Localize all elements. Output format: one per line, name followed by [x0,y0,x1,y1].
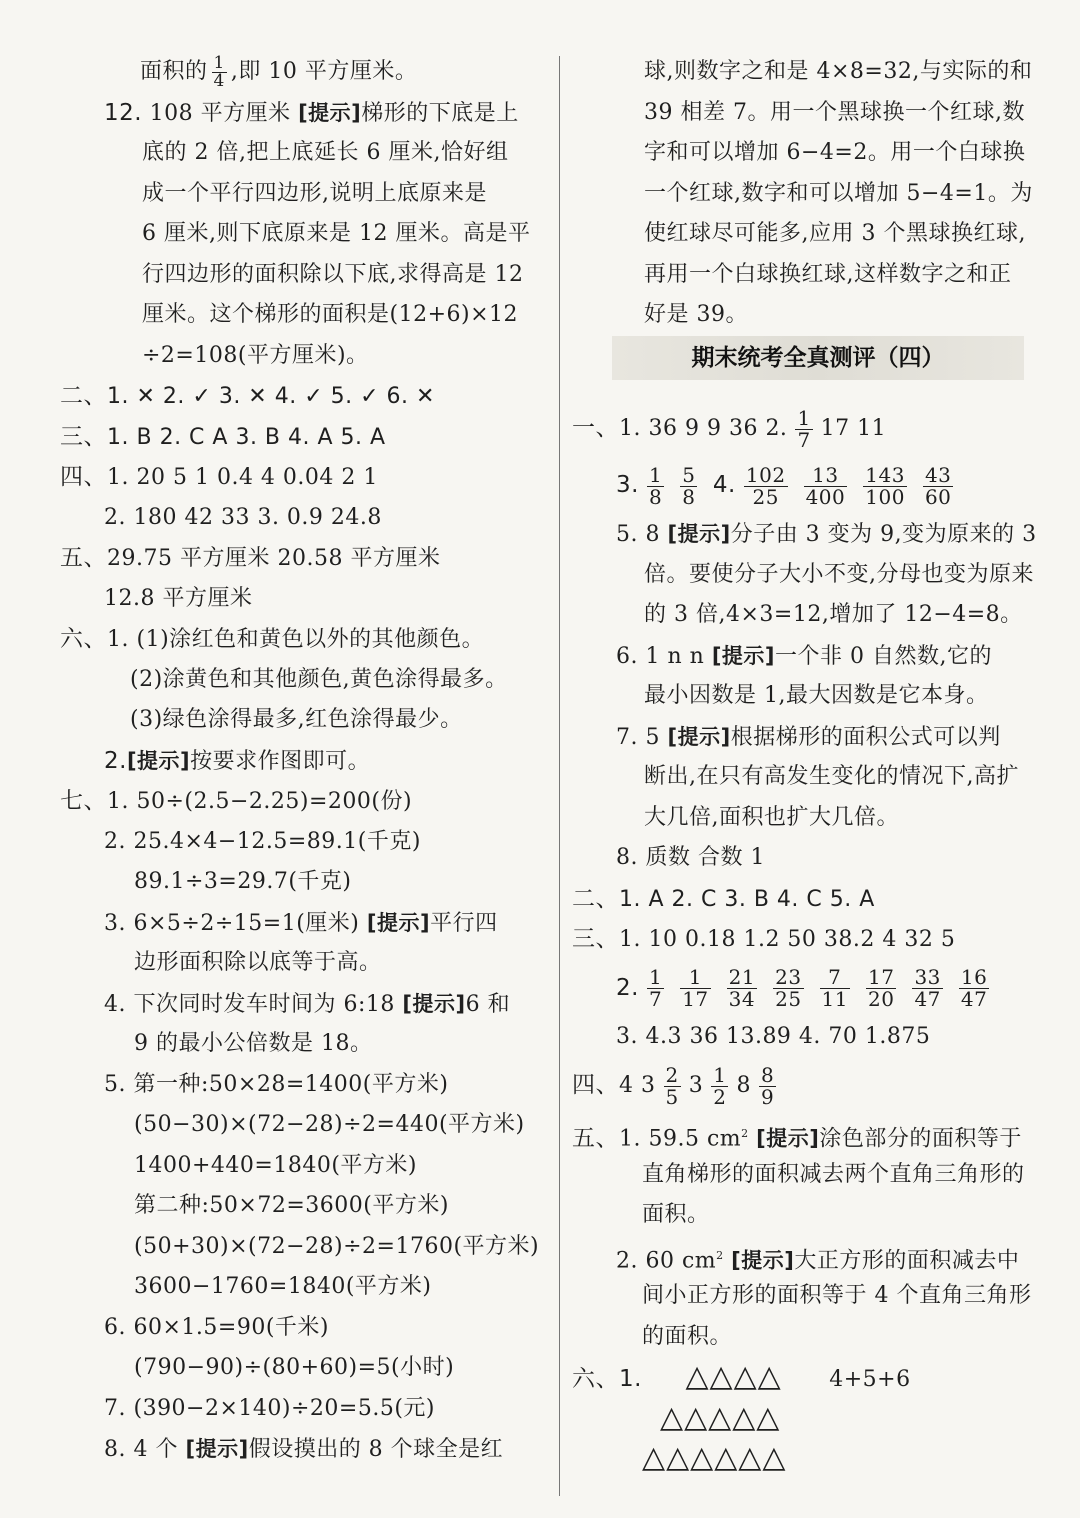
answers: 29.75 平方厘米 20.58 平方厘米 [107,546,441,571]
q12-line: 行四边形的面积除以下底,求得高是 12 [142,261,524,287]
triangle-row-wrap [572,1438,1062,1479]
answers [60,903,552,944]
hint-text: 的面积。 [642,1323,733,1349]
answers: 3600−1760=1840(平方米) [134,1274,432,1299]
continuation-line [60,52,552,93]
continuation-line: 好是 39。 [644,302,748,327]
fraction [664,1062,681,1109]
answers: 6. 60×1.5=90(千米) [104,1314,329,1340]
denominator: 8 [648,484,663,509]
numerator: 1 [797,405,811,430]
r-s3-q2-fractions [572,960,1062,1017]
denominator: 34 [728,987,756,1011]
section-6-answers [60,619,552,660]
section-2-answers [60,376,552,417]
fraction [804,462,848,509]
superscript: 2 [741,1127,749,1140]
section-label: 二、 [572,885,619,912]
answers: 3. 4.3 36 13.89 4. 70 1.875 [616,1023,931,1049]
hint-tag: [提示] [756,1126,820,1151]
section-4-answers [60,457,552,498]
answers: (790−90)÷(80+60)=5(小时) [134,1355,455,1380]
fraction [711,1062,728,1109]
q12-line: 底的 2 倍,把上底延长 6 厘米,恰好组 [142,140,509,165]
numerator: 43 [924,462,952,487]
fraction [759,1062,776,1109]
answer-text: 3. 6×5÷2÷15=1(厘米) [104,910,360,936]
fraction [727,967,757,1010]
numerator: 21 [728,965,756,989]
continuation-line: 字和可以增加 6−4=2。用一个白球换 [644,140,1026,165]
denominator: 17 [682,987,709,1011]
hint-text: 大正方形的面积减去中 [794,1247,1020,1273]
answers [572,514,1062,555]
hint-text: 分子由 3 变为 9,变为原来的 3 [730,522,1037,547]
fraction [959,967,989,1010]
numerator: 1 [713,1062,727,1087]
answers: 1. A 2. C 3. B 4. C 5. A [619,886,875,912]
answers: 1. ✕ 2. ✓ 3. ✕ 4. ✓ 5. ✓ 6. ✕ [107,384,435,409]
continuation-line: 使红球尽可能多,应用 3 个黑球换红球, [644,221,1026,246]
section-label: 二、 [60,383,107,409]
continuation-line: 再用一个白球换红球,这样数字之和正 [644,261,1012,287]
fraction [923,462,953,509]
answers: 4 3 [619,1073,656,1098]
section-label: 一、 [572,415,619,441]
hint-text: 6 和 [465,991,511,1017]
numerator: 102 [745,462,786,487]
answers: 1. 20 5 1 0.4 4 0.04 2 1 [107,465,378,490]
answers: 3 [688,1073,704,1098]
numerator: 33 [914,965,941,989]
hint-text: 边形面积除以底等于高。 [134,950,382,975]
answers: 12.8 平方厘米 [104,585,253,611]
section-banner-title: 期末统考全真测评（四） [612,336,1024,380]
numerator: 1 [213,52,225,73]
column-divider [559,56,560,1496]
hint-text: 根据梯形的面积公式可以判 [730,724,1001,750]
hint-text: 大几倍,面积也扩大几倍。 [644,804,899,830]
triangle-row: △△△△△△ [642,1440,787,1475]
section-label: 五、 [60,545,107,571]
section-5-answers [60,538,552,579]
fraction [744,462,788,509]
section-label: 五、 [572,1125,619,1152]
hint-tag: [提示] [711,643,776,668]
section-label: 三、 [572,926,619,952]
hint-text: 的 3 倍,4×3=12,增加了 12−4=8。 [644,602,1023,627]
answers: 2. 180 42 33 3. 0.9 24.8 [104,504,382,530]
q12-line: 厘米。这个梯形的面积是(12+6)×12 [142,302,519,327]
hint-tag: [提示] [298,100,362,125]
answers [60,741,552,782]
answers: 2. 25.4×4−12.5=89.1(千克) [104,828,421,854]
section-label: 三、 [60,423,107,450]
numerator: 17 [868,965,895,989]
hint-text: 假设摸出的 8 个球全是红 [248,1437,504,1462]
section-label: 六、1. [572,1366,642,1392]
answers [60,984,552,1025]
r-section-6-answers [572,1357,1062,1398]
r-q3-q4-answers [572,457,1062,514]
hint-text: 间小正方形的面积等于 4 个直角三角形 [642,1283,1032,1308]
fraction [212,52,227,91]
r-section-4-answers [572,1057,1062,1114]
hint-text: 按要求作图即可。 [190,748,371,774]
answer-text: 1. 59.5 cm [619,1126,742,1152]
triangle-row: △△△△ [685,1359,782,1394]
numerator: 13 [804,465,848,487]
q12-line [60,93,552,134]
text: 面积的 [140,59,208,84]
fraction [820,967,850,1010]
denominator: 2 [713,1084,727,1109]
hint-text: 倍。要使分子大小不变,分母也变为原来 [644,561,1034,587]
denominator: 25 [752,484,779,509]
hint-text: 9 的最小公倍数是 18。 [134,1031,373,1056]
answers: (50+30)×(72−28)÷2=1760(平方米) [134,1233,540,1259]
denominator: 400 [805,484,846,509]
answers: 5. 第一种:50×28=1400(平方米) [104,1071,449,1097]
question-number: 2. [616,974,639,1001]
fraction [680,462,697,509]
answers: 第二种:50×72=3600(平方米) [134,1193,449,1218]
expression: 4+5+6 [829,1367,911,1392]
fraction [647,967,664,1010]
answers [572,636,1062,677]
section-label: 六、 [60,626,107,652]
answers: 89.1÷3=29.7(千克) [134,869,352,894]
hint-text: 一个非 0 自然数,它的 [775,643,992,669]
numerator: 7 [820,967,850,989]
numerator: 8 [760,1062,775,1087]
continuation-line: 球,则数字之和是 4×8=32,与实际的和 [644,59,1033,84]
r-section-2-answers [572,879,1062,920]
denominator: 25 [775,987,802,1011]
answers: (2)涂黄色和其他颜色,黄色涂得最多。 [130,666,508,692]
hint-text: 梯形的下底是上 [361,100,519,126]
denominator: 8 [682,484,696,509]
denominator: 7 [797,427,811,452]
section-label: 七、 [60,788,107,814]
answer-text: 5. 8 [616,522,660,547]
numerator: 1 [648,462,663,487]
numerator: 23 [775,965,802,989]
hint-text: 最小因数是 1,最大因数是它本身。 [644,683,989,708]
denominator: 47 [960,987,988,1011]
q12-line: 成一个平行四边形,说明上底原来是 [142,180,487,206]
fraction [912,967,942,1010]
continuation-line: 39 相差 7。用一个黑球换一个红球,数 [644,99,1025,125]
answer-text: 4. 下次同时发车时间为 6:18 [104,991,395,1017]
answer-text: 7. 5 [616,724,660,750]
answers: 1. 50÷(2.5−2.25)=200(份) [107,789,413,814]
q12-line: ÷2=108(平方厘米)。 [142,342,369,368]
numerator: 2 [665,1062,679,1087]
section-label: 四、 [60,464,107,490]
triangle-row: △△△△△ [660,1399,781,1435]
r-section-1-answers [572,400,1062,457]
hint-text: 平行四 [430,910,498,936]
hint-tag: [提示] [731,1247,795,1272]
hint-text: 直角梯形的面积减去两个直角三角形的 [642,1161,1025,1187]
fraction [866,967,896,1010]
continuation-line: 一个红球,数字和可以增加 5−4=1。为 [644,180,1033,206]
right-column-lower [572,400,1062,1479]
answers: (3)绿色涂得最多,红色涂得最少。 [130,707,463,732]
answers: 1. (1)涂红色和黄色以外的其他颜色。 [107,627,485,652]
answers: 8 [736,1073,751,1098]
r-section-5-answers [572,1114,1062,1155]
fraction [773,967,803,1010]
fraction [647,462,664,509]
numerator: 143 [865,462,905,487]
answers [60,1429,552,1470]
fraction [795,405,812,452]
hint-text: 断出,在只有高发生变化的情况下,高扩 [644,764,1019,789]
hint-tag: [提示] [126,748,191,773]
numerator: 1 [680,967,710,989]
answer-text: 8. 4 个 [104,1437,178,1462]
q12-line: 6 厘米,则下底原来是 12 厘米。高是平 [142,221,531,246]
hint-text: 面积。 [642,1202,710,1227]
section-label: 四、 [572,1072,619,1098]
answers: 8. 质数 合数 1 [616,845,765,870]
answers: 17 11 [820,416,887,441]
denominator: 20 [868,987,895,1011]
r-section-3-answers [572,919,1062,960]
hint-tag: [提示] [402,991,466,1016]
section-3-answers [60,417,552,458]
answer-text: 2. 60 cm [616,1247,717,1273]
answers: 1. 10 0.18 1.2 50 38.2 4 32 5 [619,927,956,952]
hint-tag: [提示] [667,724,731,749]
hint-tag: [提示] [185,1437,249,1461]
question-number: 4. [712,472,736,498]
hint-text: 涂色部分的面积等于 [819,1126,1022,1152]
numerator: 1 [648,965,663,989]
answer-text: 108 平方厘米 [149,100,291,126]
right-column [572,52,1062,336]
fraction [863,462,907,509]
left-column [60,52,552,1470]
denominator: 5 [665,1084,679,1109]
denominator: 7 [648,987,663,1011]
triangle-row-wrap [572,1398,1062,1439]
hint-tag: [提示] [366,910,431,935]
denominator: 60 [924,484,952,509]
answers: 1. 36 9 9 36 2. [619,416,788,441]
question-number: 12. [104,99,143,126]
denominator: 9 [760,1084,775,1109]
denominator: 47 [914,987,941,1011]
section-7-answers [60,781,552,822]
text: ,即 10 平方厘米。 [230,59,418,84]
numerator: 5 [682,462,696,487]
superscript: 2 [716,1248,724,1262]
fraction [680,967,710,1010]
denominator: 11 [821,987,848,1011]
question-number: 2. [104,747,127,774]
answers: (50−30)×(72−28)÷2=440(平方米) [134,1112,525,1137]
numerator: 16 [960,965,988,989]
answer-text: 6. 1 n n [616,643,705,669]
denominator: 4 [213,70,225,91]
answers: 1400+440=1840(平方米) [134,1152,418,1178]
answers: 7. (390−2×140)÷20=5.5(元) [104,1395,436,1421]
denominator: 100 [865,484,905,509]
answers [572,717,1062,758]
question-number: 3. [616,472,639,498]
hint-tag: [提示] [667,522,731,546]
answers [572,1236,1062,1277]
answers: 1. B 2. C A 3. B 4. A 5. A [107,424,386,450]
